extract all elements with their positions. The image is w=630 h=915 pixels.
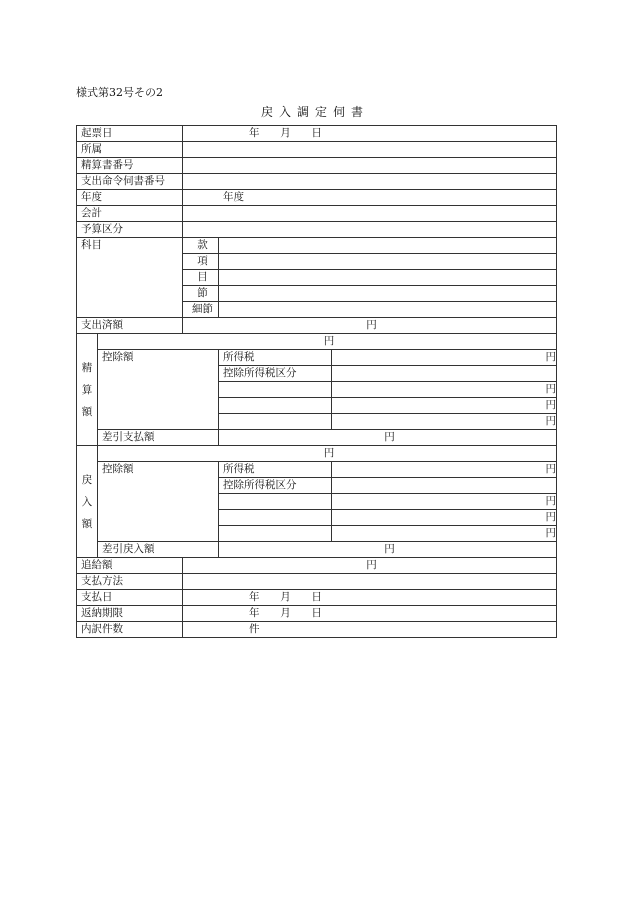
row-return-deadline — [77, 606, 557, 622]
label-return-deduction: 控除額 — [98, 462, 219, 542]
net-return-field[interactable] — [219, 542, 557, 558]
return-deduction-amount-2[interactable] — [332, 510, 557, 526]
unit-yen: 円 — [323, 447, 335, 459]
payment-method-field[interactable] — [183, 574, 557, 590]
return-deduction-amount-3[interactable] — [332, 526, 557, 542]
subject-setsu-label: 節 — [183, 286, 219, 302]
settlement-deduction-item-2[interactable] — [219, 398, 332, 414]
row-account — [77, 206, 557, 222]
settlement-deduction-item-3[interactable] — [219, 414, 332, 430]
entry-date-field[interactable] — [183, 126, 557, 142]
row-return-total — [77, 446, 557, 462]
settlement-withheld-category-label: 控除所得税区分 — [219, 366, 332, 382]
row-net-return — [77, 542, 557, 558]
label-settlement-deduction: 控除額 — [98, 350, 219, 430]
return-withheld-category-label: 控除所得税区分 — [219, 478, 332, 494]
form-number: 様式第32号その2 — [76, 86, 163, 99]
row-additional — [77, 558, 557, 574]
subject-moku-label: 目 — [183, 270, 219, 286]
settlement-deduction-amount-1[interactable] — [332, 382, 557, 398]
unit-yen: 円 — [545, 383, 556, 395]
settlement-no-field[interactable] — [183, 158, 557, 174]
label-payment-order-no: 支出命令伺書番号 — [77, 174, 183, 190]
unit-day: 日 — [311, 607, 322, 619]
return-deduction-item-3[interactable] — [219, 526, 332, 542]
row-fiscal-year — [77, 190, 557, 206]
label-breakdown-count: 内訳件数 — [77, 622, 183, 638]
adjustment-form-table — [76, 125, 557, 638]
row-breakdown-count — [77, 622, 557, 638]
subject-kan-label: 款 — [183, 238, 219, 254]
settlement-income-tax-field[interactable] — [332, 350, 557, 366]
department-field[interactable] — [183, 142, 557, 158]
unit-yen: 円 — [366, 559, 377, 571]
label-department: 所属 — [77, 142, 183, 158]
unit-month: 月 — [280, 591, 291, 603]
unit-yen: 円 — [366, 319, 377, 331]
settlement-withheld-category-field[interactable] — [332, 366, 557, 382]
label-payment-method: 支払方法 — [77, 574, 183, 590]
settlement-deduction-amount-3[interactable] — [332, 414, 557, 430]
unit-count: 件 — [249, 623, 260, 635]
settlement-amount-side-label: 精 算 額 — [77, 334, 98, 446]
row-return-income-tax — [77, 462, 557, 478]
label-settlement-no: 精算書番号 — [77, 158, 183, 174]
unit-day: 日 — [311, 127, 322, 139]
label-paid-amount: 支出済額 — [77, 318, 183, 334]
breakdown-count-field[interactable] — [183, 622, 557, 638]
unit-yen: 円 — [323, 335, 335, 347]
return-deadline-field[interactable] — [183, 606, 557, 622]
unit-year: 年 — [249, 607, 260, 619]
unit-fiscal-year: 年度 — [223, 191, 244, 203]
payment-order-no-field[interactable] — [183, 174, 557, 190]
return-amount-side-label: 戻 入 額 — [77, 446, 98, 558]
paid-amount-field[interactable] — [183, 318, 557, 334]
subject-moku-field[interactable] — [219, 270, 557, 286]
unit-yen: 円 — [545, 415, 556, 427]
unit-yen: 円 — [545, 495, 556, 507]
payment-date-field[interactable] — [183, 590, 557, 606]
net-payment-field[interactable] — [219, 430, 557, 446]
subject-saisetsu-label: 細節 — [183, 302, 219, 318]
unit-yen: 円 — [545, 527, 556, 539]
unit-yen: 円 — [545, 351, 556, 363]
subject-kan-field[interactable] — [219, 238, 557, 254]
return-deduction-item-2[interactable] — [219, 510, 332, 526]
row-settlement-no — [77, 158, 557, 174]
unit-year: 年 — [249, 127, 260, 139]
return-deduction-amount-1[interactable] — [332, 494, 557, 510]
unit-yen: 円 — [545, 463, 556, 475]
return-total-field[interactable] — [98, 446, 557, 462]
row-payment-date — [77, 590, 557, 606]
label-budget-category: 予算区分 — [77, 222, 183, 238]
row-payment-method — [77, 574, 557, 590]
row-department — [77, 142, 557, 158]
label-payment-date: 支払日 — [77, 590, 183, 606]
settlement-deduction-amount-2[interactable] — [332, 398, 557, 414]
budget-category-field[interactable] — [183, 222, 557, 238]
return-income-tax-label: 所得税 — [219, 462, 332, 478]
unit-day: 日 — [311, 591, 322, 603]
settlement-income-tax-label: 所得税 — [219, 350, 332, 366]
return-income-tax-field[interactable] — [332, 462, 557, 478]
label-net-return: 差引戻入額 — [98, 542, 219, 558]
subject-kou-field[interactable] — [219, 254, 557, 270]
label-additional: 追給額 — [77, 558, 183, 574]
unit-yen: 円 — [384, 543, 395, 555]
row-paid-amount — [77, 318, 557, 334]
unit-month: 月 — [280, 607, 291, 619]
row-budget-category — [77, 222, 557, 238]
label-account: 会計 — [77, 206, 183, 222]
label-return-deadline: 返納期限 — [77, 606, 183, 622]
unit-month: 月 — [280, 127, 291, 139]
return-deduction-item-1[interactable] — [219, 494, 332, 510]
subject-setsu-field[interactable] — [219, 286, 557, 302]
unit-yen: 円 — [384, 431, 395, 443]
return-withheld-category-field[interactable] — [332, 478, 557, 494]
label-net-payment: 差引支払額 — [98, 430, 219, 446]
row-entry-date — [77, 126, 557, 142]
settlement-deduction-item-1[interactable] — [219, 382, 332, 398]
unit-yen: 円 — [545, 511, 556, 523]
fiscal-year-field[interactable] — [183, 190, 557, 206]
label-entry-date: 起票日 — [77, 126, 183, 142]
row-net-payment — [77, 430, 557, 446]
row-subject — [77, 238, 557, 254]
label-fiscal-year: 年度 — [77, 190, 183, 206]
subject-saisetsu-field[interactable] — [219, 302, 557, 318]
account-field[interactable] — [183, 206, 557, 222]
settlement-total-field[interactable] — [98, 334, 557, 350]
row-settlement-income-tax — [77, 350, 557, 366]
unit-yen: 円 — [545, 399, 556, 411]
label-subject: 科目 — [77, 238, 183, 318]
subject-kou-label: 項 — [183, 254, 219, 270]
row-settlement-total — [77, 334, 557, 350]
row-payment-order-no — [77, 174, 557, 190]
additional-field[interactable] — [183, 558, 557, 574]
document-title: 戻入調定伺書 — [260, 105, 369, 119]
unit-year: 年 — [249, 591, 260, 603]
